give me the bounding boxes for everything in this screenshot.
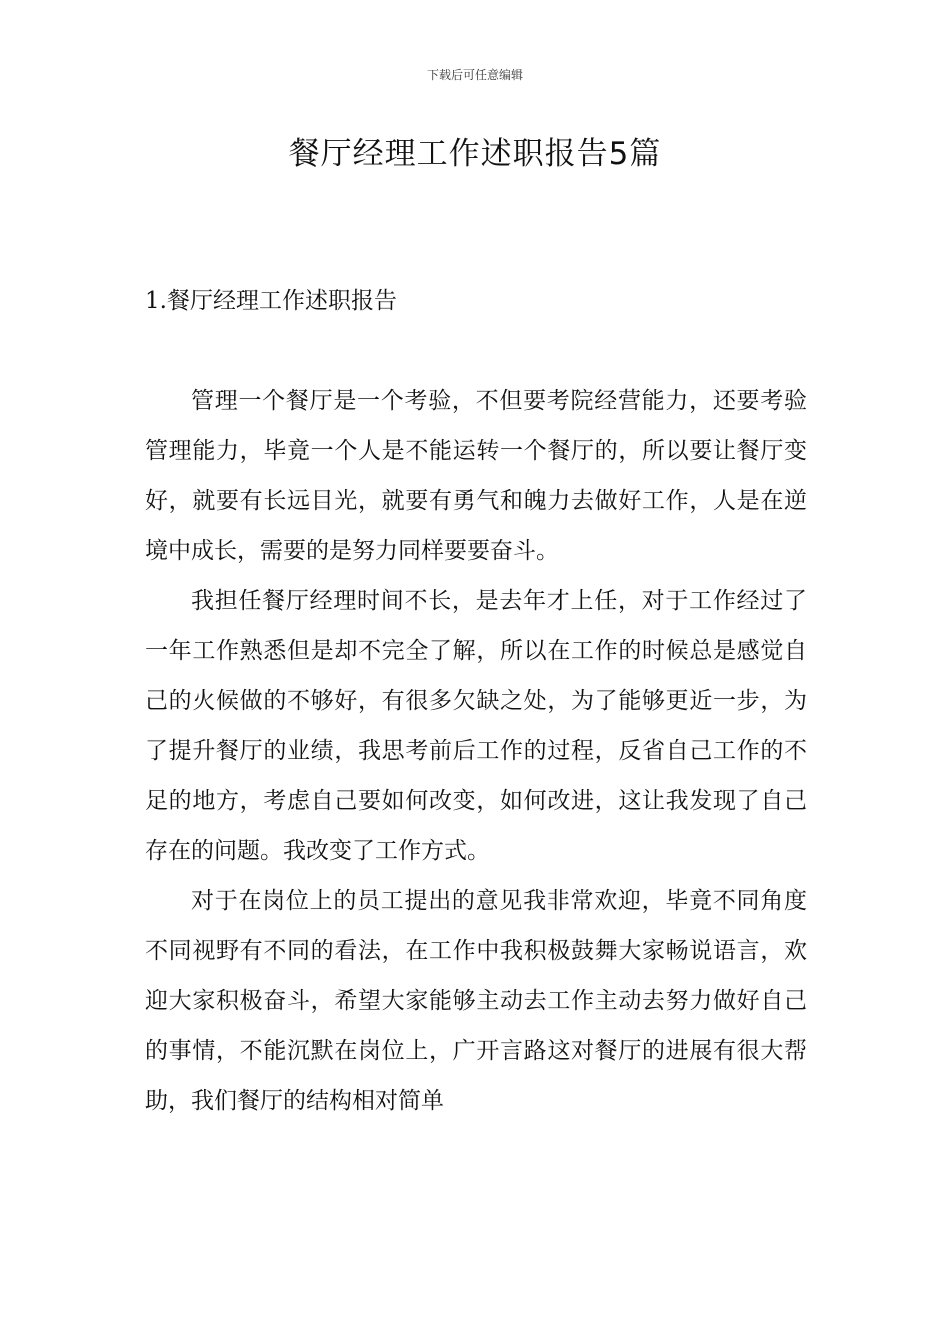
paragraph: 对于在岗位上的员工提出的意见我非常欢迎，毕竟不同角度不同视野有不同的看法，在工作中我积极鼓舞大家畅说语言，欢迎大家积极奋斗，希望大家能够主动去工作主动去努力做好自己的事情，不能沉默在岗位上，广开言路这对餐厅的进展有很大帮助，我们餐厅的结构相对简单 bbox=[145, 888, 807, 1114]
paragraph: 管理一个餐厅是一个考验，不但要考院经营能力，还要考验管理能力，毕竟一个人是不能运转一个餐厅的，所以要让餐厅变好，就要有长远目光，就要有勇气和魄力去做好工作，人是在逆境中成长，需要的是努力同样要要奋斗。 bbox=[145, 388, 807, 564]
document-body bbox=[145, 376, 807, 1126]
paragraph: 我担任餐厅经理时间不长，是去年才上任，对于工作经过了一年工作熟悉但是却不完全了解，所以在工作的时候总是感觉自己的火候做的不够好，有很多欠缺之处，为了能够更近一步，为了提升餐厅的业绩，我思考前后工作的过程，反省自己工作的不足的地方，考虑自己要如何改变，如何改进，这让我发现了自己存在的问题。我改变了工作方式。 bbox=[145, 588, 807, 864]
document-title: 餐厅经理工作述职报告5篇 bbox=[288, 136, 662, 172]
section-heading: 1.餐厅经理工作述职报告 bbox=[145, 288, 397, 314]
header-note: 下载后可任意编辑 bbox=[426, 68, 523, 82]
